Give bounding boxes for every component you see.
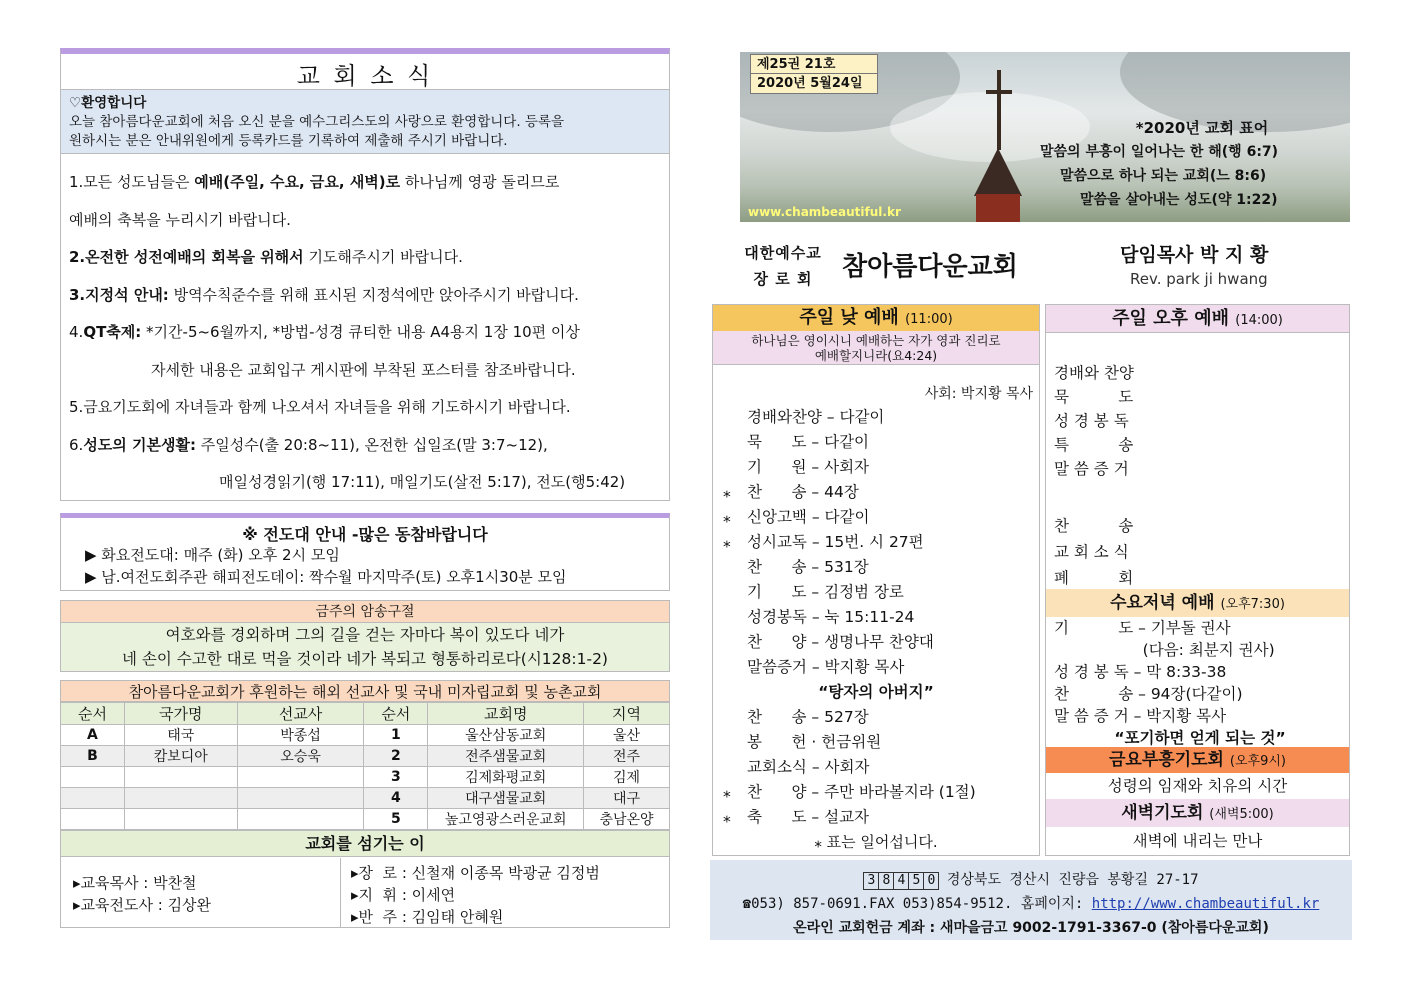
- column-header: 지역: [584, 703, 670, 725]
- table-cell: 김제: [584, 767, 670, 788]
- server-entry: ▸반 주 : 김임태 안혜원: [351, 908, 504, 926]
- news-item-3: 3.지정석 안내: 방역수칙준수를 위해 표시된 지정석에만 앉아주시기 바랍니다.: [69, 285, 579, 304]
- mission-table: [60, 702, 670, 830]
- memory-verse-line: 여호와를 경외하며 그의 길을 걷는 자마다 복이 있도다 네가: [165, 626, 565, 644]
- verse-line: 예배할지니라(요4:24): [814, 348, 938, 363]
- denomination-line: 대한예수교: [744, 244, 822, 262]
- church-news-box: [60, 48, 670, 501]
- table-cell: [237, 809, 364, 830]
- table-cell: 박종섭: [237, 725, 364, 746]
- news-item-6: 6.성도의 기본생활: 주일성수(출 20:8~11), 온전한 십일조(말 3:7~12),: [69, 435, 548, 454]
- wednesday-order: [1054, 617, 1346, 749]
- table-cell: 태국: [124, 725, 237, 746]
- church-name: 참아름다운교회: [842, 252, 1018, 282]
- worship-item: 찬 송 – 531장: [747, 558, 869, 576]
- sunday-morning-title: 주일 낮 예배 (11:00): [713, 305, 1039, 331]
- servers-right: [351, 858, 600, 928]
- welcome-line: 오늘 참아름다운교회에 처음 오신 분을 예수그리스도의 사랑으로 환영합니다. 등록을: [69, 114, 565, 130]
- worship-item: 경배와찬양 – 다같이: [747, 408, 885, 426]
- news-item-1-cont: 예배의 축복을 누리시기 바랍니다.: [69, 210, 291, 229]
- server-entry: ▸교육전도사 : 김상완: [73, 896, 212, 914]
- worship-item: 기 원 – 사회자: [747, 458, 870, 476]
- worship-item: ⁎ 신앙고백 – 다같이: [723, 508, 870, 526]
- worship-item: (다음: 최분지 권사): [1054, 641, 1275, 659]
- motto-line: 말씀으로 하나 되는 교회(느 8:6): [1060, 168, 1267, 184]
- service-time: (오후9시): [1229, 754, 1286, 769]
- column-header: 선교사: [237, 703, 364, 725]
- service-time: (14:00): [1235, 313, 1283, 328]
- table-cell: 캄보디아: [124, 746, 237, 767]
- worship-item: 폐 회: [1054, 569, 1134, 587]
- evangelism-row: ▶ 남.여전도회주관 해피전도데이: 짝수월 마지막주(토) 오후1시30분 모임: [85, 568, 567, 586]
- evangelism-title: ※ 전도대 안내 -많은 동참바랍니다: [242, 525, 488, 544]
- table-cell: [124, 788, 237, 809]
- steeple-icon: [974, 148, 1022, 196]
- cross-icon: [986, 90, 1012, 94]
- table-cell: 4: [364, 788, 428, 809]
- worship-item: 묵 도: [1054, 388, 1134, 406]
- wednesday-service-title: 수요저녁 예배 (오후7:30): [1046, 589, 1349, 617]
- table-cell: 전주샘물교회: [428, 746, 584, 767]
- news-item-4-cont: 자세한 내용은 교회입구 게시판에 부착된 포스터를 참조바랍니다.: [151, 360, 576, 379]
- order-of-worship: [713, 405, 1039, 830]
- welcome-line: 원하시는 분은 안내위원에게 등록카드를 기록하여 제출해 주시기 바랍니다.: [69, 133, 508, 149]
- postal-code: 3 8 4 5 0: [863, 872, 938, 888]
- phone-fax: ☎053) 857-0691.FAX 053)854-9512. 홈페이지:: [742, 896, 1092, 912]
- table-cell: 오승욱: [237, 746, 364, 767]
- senior-pastor: 담임목사 박 지 황: [1120, 244, 1269, 266]
- worship-item: ⁎ 축 도 – 설교자: [723, 808, 870, 826]
- worship-item: 말 씀 증 거: [1054, 460, 1129, 478]
- worship-item: 특 송: [1054, 436, 1134, 454]
- table-row: [61, 725, 670, 746]
- table-cell: [61, 767, 125, 788]
- evangelism-box: [60, 513, 670, 591]
- table-cell: 울산삼동교회: [428, 725, 584, 746]
- worship-item: 성 경 봉 독: [1054, 412, 1129, 430]
- memory-verse-box: [60, 600, 670, 672]
- church-motto: [1036, 116, 1350, 212]
- homepage-link[interactable]: http://www.chambeautiful.kr: [1091, 896, 1320, 912]
- address: 경상북도 경산시 진량읍 봉황길 27-17: [938, 872, 1199, 888]
- motto-line: 말씀의 부흥이 일어나는 한 해(행 6:7): [1040, 144, 1279, 160]
- church-news-title: 교 회 소 식: [61, 54, 669, 90]
- sunday-afternoon-service: [1045, 304, 1350, 856]
- church-tower-icon: [976, 194, 1020, 222]
- memory-verse-text: [61, 623, 669, 671]
- table-cell: 5: [364, 809, 428, 830]
- mission-support-heading: 참아름다운교회가 후원하는 해외 선교사 및 국내 미자립교회 및 농촌교회: [60, 680, 670, 702]
- service-time: (새벽5:00): [1209, 807, 1274, 822]
- table-row: [61, 767, 670, 788]
- news-list: [61, 154, 669, 502]
- table-cell: 울산: [584, 725, 670, 746]
- table-cell: [237, 767, 364, 788]
- worship-item: ⁎ 찬 송 – 44장: [723, 483, 859, 501]
- table-cell: 대구: [584, 788, 670, 809]
- motto-title: *2020년 교회 표어: [1135, 119, 1269, 137]
- news-item-1: 1.모든 성도님들은 예배(주일, 수요, 금요, 새벽)로 하나님께 영광 돌리므로: [69, 173, 560, 191]
- servers-left: [61, 858, 341, 928]
- service-time: (11:00): [905, 312, 953, 327]
- worship-item: 찬 양 – 생명나무 찬양대: [747, 633, 934, 651]
- verse-line: 하나님은 영이시니 예배하는 자가 영과 진리로: [751, 333, 1001, 348]
- news-item-2: 2.온전한 성전예배의 회복을 위해서 기도해주시기 바랍니다.: [69, 248, 463, 266]
- column-header: 순서: [61, 703, 125, 725]
- table-row: [61, 746, 670, 767]
- server-entry: ▸교육목사 : 박찬철: [73, 874, 197, 892]
- servers-box: [60, 830, 670, 928]
- table-cell: [61, 788, 125, 809]
- issue-date: 2020년 5월24일: [757, 76, 863, 91]
- cross-icon: [997, 70, 1001, 150]
- afternoon-order: [1046, 333, 1349, 591]
- table-cell: [237, 788, 364, 809]
- offering-account: 온라인 교회헌금 계좌 : 새마을금고 9002-1791-3367-0 (참아름다운교회): [793, 920, 1269, 936]
- column-header: 순서: [364, 703, 428, 725]
- worship-item: 묵 도 – 다같이: [747, 433, 870, 451]
- table-cell: [61, 809, 125, 830]
- issue-label: [750, 54, 878, 94]
- denomination: [738, 240, 828, 292]
- dawn-prayer-title: 새벽기도회 (새벽5:00): [1046, 799, 1349, 827]
- worship-item: 말씀증거 – 박지황 목사: [747, 658, 905, 676]
- worship-item: 봉 헌 · 헌금위원: [747, 733, 882, 751]
- table-cell: A: [61, 725, 125, 746]
- sermon-title: “탕자의 아버지”: [818, 683, 934, 701]
- evangelism-row: ▶ 화요전도대: 매주 (화) 오후 2시 모임: [85, 546, 340, 564]
- table-cell: 높고영광스러운교회: [428, 809, 584, 830]
- issue-volume: 제25권 21호: [751, 55, 877, 74]
- worship-item: 찬 송 – 527장: [747, 708, 869, 726]
- table-cell: 2: [364, 746, 428, 767]
- table-cell: [124, 809, 237, 830]
- denomination-line: 장 로 회: [753, 270, 813, 288]
- church-contact-footer: [710, 860, 1352, 940]
- sunday-morning-service: [712, 304, 1040, 856]
- worship-item: ⁎ 성시교독 – 15번. 시 27편: [723, 533, 924, 551]
- sunday-afternoon-title: 주일 오후 예배 (14:00): [1046, 305, 1349, 333]
- standing-note: ⁎ 표는 일어섭니다.: [814, 833, 938, 851]
- table-cell: 전주: [584, 746, 670, 767]
- worship-item: 경배와 찬양: [1054, 364, 1134, 382]
- table-cell: 충남온양: [584, 809, 670, 830]
- news-item-5: 5.금요기도회에 자녀들과 함께 나오셔서 자녀들을 위해 기도하시기 바랍니다.: [69, 398, 571, 416]
- worship-item: 찬 송: [1054, 517, 1134, 535]
- worship-item: 기 도 – 김정범 장로: [747, 583, 904, 601]
- table-cell: 김제화평교회: [428, 767, 584, 788]
- worship-item: 성경봉독 – 눅 15:11-24: [747, 608, 915, 626]
- service-leader: 사회: 박지황 목사: [924, 386, 1033, 402]
- worship-item: 교회소식 – 사회자: [747, 758, 870, 776]
- service-time: (오후7:30): [1220, 597, 1285, 612]
- worship-item: 기 도 – 기부돌 권사: [1054, 619, 1231, 637]
- mission-support-box: [60, 680, 670, 828]
- memory-verse-line: 네 손이 수고한 대로 먹을 것이라 네가 복되고 형통하리로다(시128:1-2): [122, 650, 608, 668]
- sermon-title: “포기하면 얻게 되는 것”: [1114, 729, 1286, 747]
- senior-pastor-english: Rev. park ji hwang: [1130, 270, 1268, 288]
- table-row: [61, 809, 670, 830]
- table-cell: B: [61, 746, 125, 767]
- table-cell: [124, 767, 237, 788]
- worship-item: 교 회 소 식: [1054, 543, 1129, 561]
- friday-prayer-title: 금요부흥기도회 (오후9시): [1046, 747, 1349, 773]
- server-entry: ▸장 로 : 신철재 이종목 박광균 김정범: [351, 864, 600, 882]
- phone-line: [710, 892, 1352, 916]
- news-item-4: 4.QT축제: *기간-5~6월까지, *방법-성경 큐티한 내용 A4용지 1장 10편 이상: [69, 323, 580, 341]
- motto-line: 말씀을 살아내는 성도(약 1:22): [1080, 192, 1278, 208]
- welcome-title: ♡환영합니다: [69, 95, 147, 111]
- table-cell: 대구샘물교회: [428, 788, 584, 809]
- column-header: 교회명: [428, 703, 584, 725]
- column-header: 국가명: [124, 703, 237, 725]
- welcome-section: [61, 90, 669, 154]
- friday-prayer-subtitle: 성령의 임재와 치유의 시간: [1107, 777, 1288, 795]
- address-line: [710, 868, 1352, 892]
- website-label: www.chambeautiful.kr: [748, 205, 901, 219]
- news-item-6-cont: 매일성경읽기(행 17:11), 매일기도(살전 5:17), 전도(행5:42): [219, 473, 626, 491]
- server-entry: ▸지 휘 : 이세연: [351, 886, 456, 904]
- worship-item: ⁎ 찬 양 – 주만 바라볼지라 (1절): [723, 783, 976, 801]
- dawn-prayer-subtitle: 새벽에 내리는 만나: [1132, 832, 1263, 850]
- table-cell: 1: [364, 725, 428, 746]
- table-row: [61, 788, 670, 809]
- memory-verse-heading: 금주의 암송구절: [61, 601, 669, 623]
- worship-item: 성 경 봉 독 – 막 8:33-38: [1054, 663, 1227, 681]
- worship-item: 찬 송 – 94장(다같이): [1054, 685, 1243, 703]
- table-header-row: [61, 703, 670, 725]
- table-cell: 3: [364, 767, 428, 788]
- header-banner: [740, 52, 1350, 222]
- servers-title: 교회를 섬기는 이: [61, 831, 669, 857]
- sunday-morning-verse: [713, 331, 1039, 365]
- worship-item: 말 씀 증 거 – 박지황 목사: [1054, 707, 1227, 725]
